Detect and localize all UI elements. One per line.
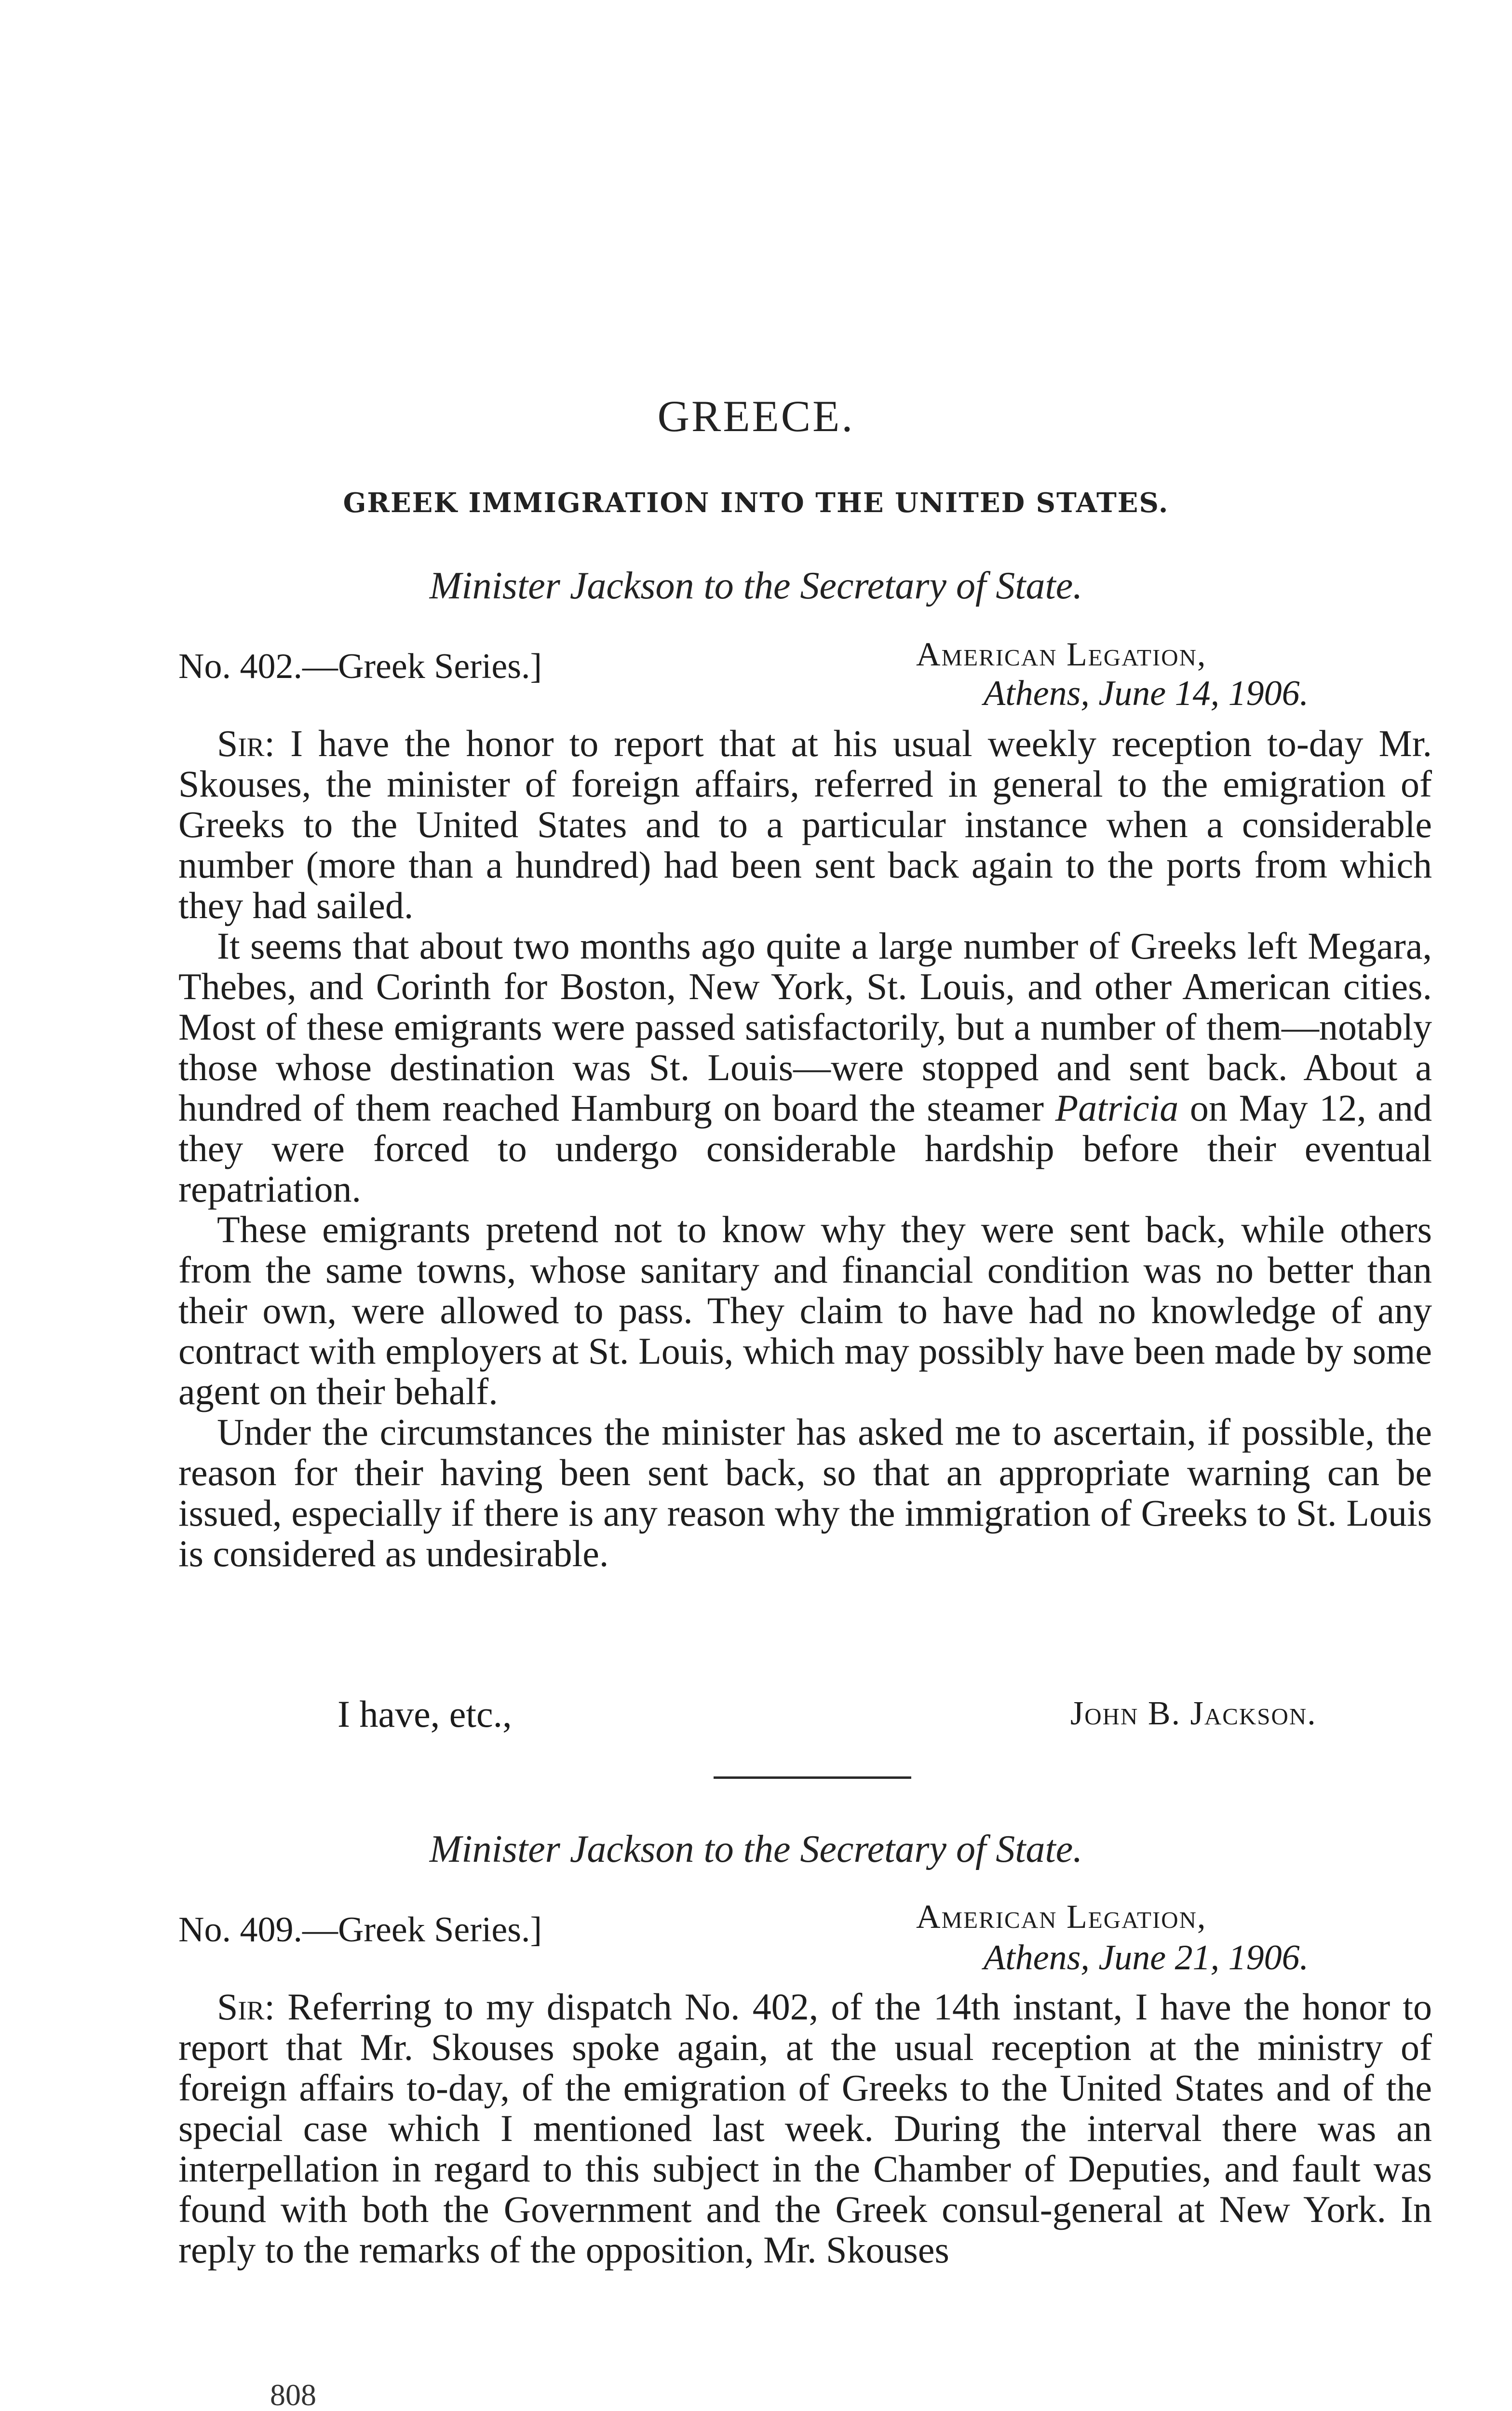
- letter-2-salutation: Sir:: [217, 1986, 275, 2028]
- letter-2-legation: American Legation,: [916, 1898, 1207, 1936]
- letter-1-legation: American Legation,: [916, 636, 1207, 673]
- paragraph-text: These emigrants pretend not to know why they were sent back, while others from the same towns, whose sanitary and financial condition was no better than their own, were allowed to pass. They claim to have had no knowledge of any contract with employers at St. Louis, which may possibly have been made by some agent on their behalf.: [178, 1208, 1432, 1412]
- page-number: 808: [270, 2378, 316, 2411]
- paragraph-text: Referring to my dispatch No. 402, of the 14th instant, I have the honor to report that Mr. Skouses spoke again, at the usual reception at the ministry of foreign affairs to-day, of the emigration of Greeks to the United States and of the special case which I mentioned last week. During the interval there was an interpellation in regard to this subject in the Chamber of Deputies, and fault was found with both the Government and the Greek consul-general at New York. In reply to the remarks of the opposition, Mr. Skouses: [178, 1986, 1432, 2271]
- letter-1-paragraph: [178, 1209, 1432, 1412]
- country-title: GREECE.: [657, 392, 855, 441]
- letter-1-paragraph: [178, 1412, 1432, 1574]
- paragraph-text: on May 12, and they were forced to undergo considerable hardship before their eventual repatriation.: [178, 1087, 1432, 1210]
- paragraph-text: I have the honor to report that at his usual weekly reception to-day Mr. Skouses, the minister of foreign affairs, referred in general to the emigration of Greeks to the United States and to a particular instance when a considerable number (more than a hundred) had been sent back again to the ports from which they had sailed.: [178, 722, 1432, 926]
- letter-1-paragraph: [178, 926, 1432, 1209]
- letter-1-dateline: Athens, June 14, 1906.: [984, 674, 1309, 713]
- letter-2-dateline: Athens, June 21, 1906.: [984, 1938, 1309, 1978]
- letter-1-paragraph: [178, 723, 1432, 926]
- letter-1-signature: John B. Jackson.: [1070, 1695, 1317, 1732]
- section-subject: GREEK IMMIGRATION INTO THE UNITED STATES.: [343, 487, 1169, 519]
- letter-1-body: [178, 723, 1432, 1574]
- letter-2-paragraph: [178, 1987, 1432, 2270]
- paragraph-text: It seems that about two months ago quite a large number of Greeks left Megara, Thebes, and Corinth for Boston, New York, St. Louis, and other American cities. Most of these emigrants were passed satisfactorily, but a number of them—notably those whose destination was St. Louis—were stopped and sent back. About a hundred of them reached Hamburg on board the steamer: [178, 925, 1432, 1129]
- section-divider: [714, 1776, 911, 1779]
- letter-2-serial: No. 409.—Greek Series.]: [178, 1910, 542, 1950]
- paragraph-text: Under the circumstances the minister has asked me to ascertain, if possible, the reason for their having been sent back, so that an appropriate warning can be issued, especially if there is any reason why the immigration of Greeks to St. Louis is considered as undesirable.: [178, 1411, 1432, 1574]
- letter-1-closing: I have, etc.,: [338, 1693, 512, 1735]
- letter-1-salutation: Sir:: [217, 722, 275, 764]
- letter-2-body: [178, 1987, 1432, 2270]
- letter-1-serial: No. 402.—Greek Series.]: [178, 647, 542, 686]
- ship-name: Patricia: [1055, 1087, 1179, 1129]
- letter-1-heading: Minister Jackson to the Secretary of State.: [429, 565, 1083, 607]
- letter-2-heading: Minister Jackson to the Secretary of State.: [429, 1828, 1083, 1870]
